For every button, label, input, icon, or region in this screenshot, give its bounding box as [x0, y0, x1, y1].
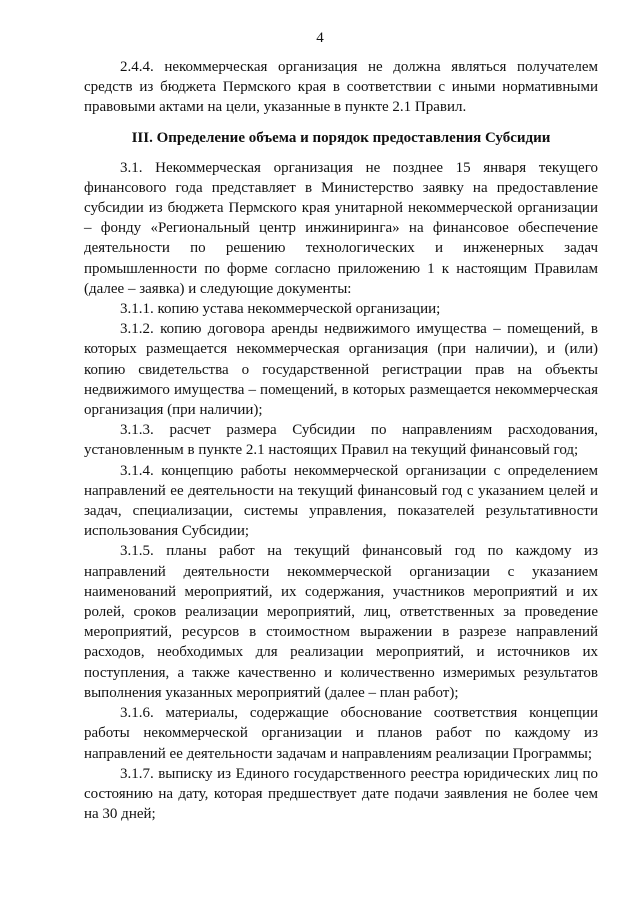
page-body: [84, 57, 598, 824]
paragraph-3-1-7: 3.1.7. выписку из Единого государственного реестра юридических лиц по состоянию на дату, которая предшествует дате подачи заявления не более чем на 30 дней;: [84, 765, 598, 823]
paragraph-3-1-1: 3.1.1. копию устава некоммерческой организации;: [120, 301, 441, 318]
paragraph-3-1-3: 3.1.3. расчет размера Субсидии по направлениям расходования, установленным в пункте 2.1 настоящих Правил на текущий финансовый год;: [84, 422, 598, 459]
page-number: 4: [316, 30, 324, 46]
paragraph-3-1-6: 3.1.6. материалы, содержащие обоснование соответствия концепции работы некоммерческой организации и планов работ по каждому из направлений ее деятельности задачам и направлениям реализации Программы;: [84, 705, 598, 762]
paragraph-3-1: 3.1. Некоммерческая организация не позднее 15 января текущего финансового года представляет в Министерство заявку на предоставление субсидии из бюджета Пермского края унитарной некоммерческой организации – фонду «Региональный центр инжиниринга» на финансовое обеспечение деятельности по решению технологических и инженерных задач промышленности по форме согласно приложению 1 к настоящим Правилам (далее – заявка) и следующие документы:: [84, 159, 598, 297]
section-heading: III. Определение объема и порядок предоставления Субсидии: [131, 129, 551, 146]
paragraph-3-1-5: 3.1.5. планы работ на текущий финансовый год по каждому из направлений деятельности некоммерческой организации с указанием наименований мероприятий, их содержания, участников мероприятий и их ролей, сроков реализации мероприятий, лиц, ответственных за проведение мероприятий, ресурсов в стоимостном выражении в разрезе направлений расходов, необходимых для реализации мероприятий, и источников их поступления, а также качественно и количественно измеримых результатов выполнения указанных мероприятий (далее – план работ);: [84, 543, 598, 701]
paragraph-2-4-4: 2.4.4. некоммерческая организация не должна являться получателем средств из бюджета Пермского края в соответствии с иными нормативными правовыми актами на цели, указанные в пункте 2.1 Правил.: [84, 59, 598, 116]
paragraph-3-1-4: 3.1.4. концепцию работы некоммерческой организации с определением направлений ее деятельности на текущий финансовый год с указанием целей и задач, специализации, системы управления, показателей результативности использования Субсидии;: [84, 462, 598, 540]
paragraph-3-1-2: 3.1.2. копию договора аренды недвижимого имущества – помещений, в которых размещается некоммерческая организация (при наличии), и (или) копию свидетельства о государственной регистрации прав на объекты недвижимого имущества – помещений, в которых размещается некоммерческая организация (при наличии);: [84, 321, 598, 419]
